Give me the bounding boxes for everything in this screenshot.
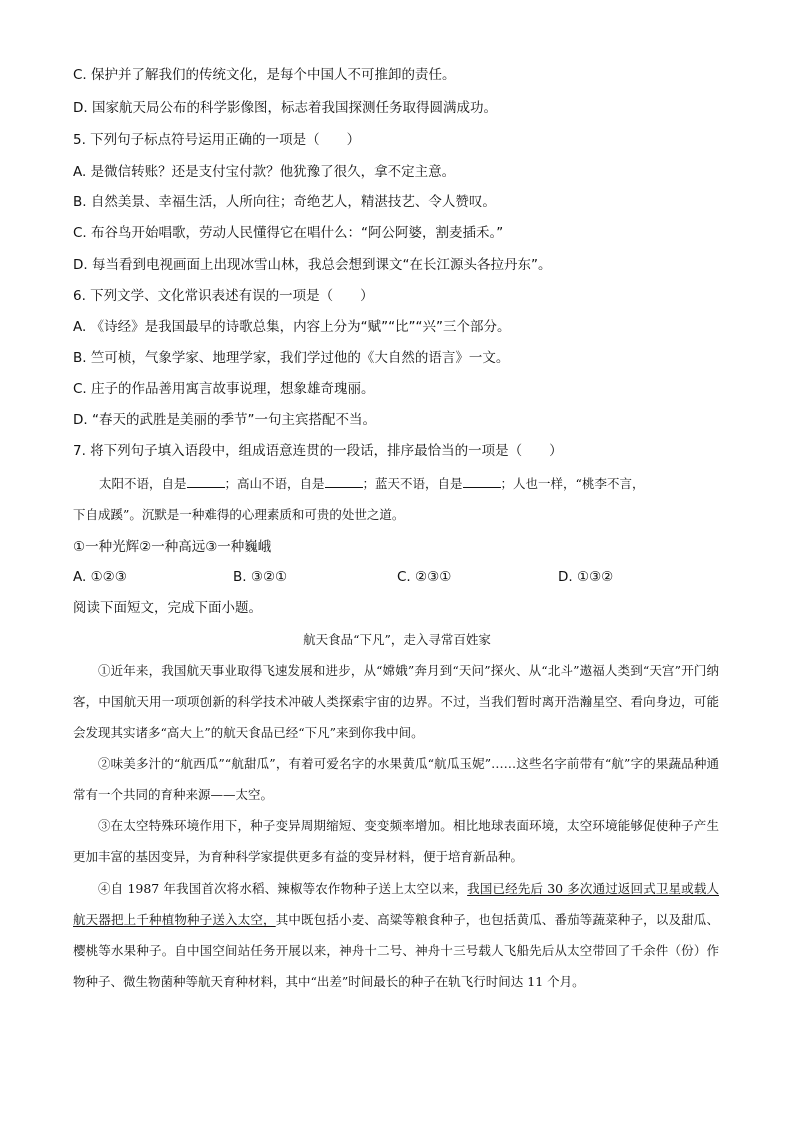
q7-option-a: A. ①②③ xyxy=(73,569,127,585)
fill-blank xyxy=(187,475,225,488)
passage-title: 航天食品“下凡”，走入寻常百姓家 xyxy=(303,632,491,647)
paragraph-4-part: 其中既包括小麦、高粱等粮食种子，也包括黄瓜、番茄等蔬菜种子，以及甜瓜、樱桃等水果种子。自中国空间站任务开展以来，神舟十二号、神舟十三号载人飞船先后从太空带回了千余件（份）作物种子、微生物菌种等航天育种材料，其中“出差”时间最长的种子在轨飞行时间达 11 个月。 xyxy=(73,912,719,989)
q5-option-c: C. 布谷鸟开始唱歌，劳动人民懂得它在唱什么：“阿公阿婆，割麦插禾。” xyxy=(73,225,504,241)
q6-stem: 6. 下列文学、文化常识表述有误的一项是（ ） xyxy=(73,288,374,304)
q5-option-a: A. 是微信转账？还是支付宝付款？他犹豫了很久，拿不定主意。 xyxy=(73,164,456,180)
q6-option-c: C. 庄子的作品善用寓言故事说理，想象雄奇瑰丽。 xyxy=(73,381,375,397)
q5-option-b: B. 自然美景、幸福生活，人所向往；奇绝艺人，精湛技艺、令人赞叹。 xyxy=(73,194,496,210)
q4-option-d: D. 国家航天局公布的科学影像图，标志着我国探测任务取得圆满成功。 xyxy=(73,100,497,116)
q7-passage-line-2: 下自成蹊”。沉默是一种难得的心理素质和可贵的处世之道。 xyxy=(73,507,405,522)
q5-stem: 5. 下列句子标点符号运用正确的一项是（ ） xyxy=(73,132,361,148)
q7-passage-part: ；蓝天不语，自是 xyxy=(362,476,463,491)
passage-paragraph-4 xyxy=(73,873,719,997)
q6-option-d: D. “春天的武胜是美丽的季节”一句主宾搭配不当。 xyxy=(73,412,376,428)
q5-option-d: D. 每当看到电视画面上出现冰雪山林，我总会想到课文“在长江源头各拉丹东”。 xyxy=(73,257,552,273)
q7-passage-line-1 xyxy=(99,474,734,494)
q7-stem: 7. 将下列句子填入语段中，组成语意连贯的一段话，排序最恰当的一项是（ ） xyxy=(73,443,563,459)
q6-option-a: A. 《诗经》是我国最早的诗歌总集，内容上分为“赋”“比”“兴”三个部分。 xyxy=(73,319,511,335)
paragraph-4-part: ④自 1987 年我国首次将水稻、辣椒等农作物种子送上太空以来， xyxy=(98,881,468,896)
q7-items: ①一种光辉②一种高远③一种巍峨 xyxy=(73,539,272,555)
q7-option-d: D. ①③② xyxy=(558,569,614,585)
q4-option-c: C. 保护并了解我们的传统文化，是每个中国人不可推卸的责任。 xyxy=(73,67,456,83)
reading-instruction: 阅读下面短文，完成下面小题。 xyxy=(73,600,262,616)
q7-option-c: C. ②③① xyxy=(397,569,452,585)
q7-passage-part: ；高山不语，自是 xyxy=(224,476,325,491)
underlined-sentence: 我国已经先后 30 多次通过返回式卫星或载人航天器把上千种植物种子送入太空， xyxy=(73,881,719,927)
q6-option-b: B. 竺可桢，气象学家、地理学家，我们学过他的《大自然的语言》一文。 xyxy=(73,350,510,366)
q7-passage-part: 太阳不语，自是 xyxy=(99,476,187,491)
fill-blank xyxy=(325,475,363,488)
fill-blank xyxy=(463,475,501,488)
q7-passage-part: ；人也一样，“桃李不言， xyxy=(500,476,645,491)
q7-option-b: B. ③②① xyxy=(233,569,288,585)
passage-paragraph-2: ②味美多汁的“航西瓜”“航甜瓜”，有着可爱名字的水果黄瓜“航瓜玉妮”……这些名字前带有“航”字的果蔬品种通常有一个共同的育种来源——太空。 xyxy=(73,756,719,802)
passage-paragraph-3: ③在太空特殊环境作用下，种子变异周期缩短、变变频率增加。相比地球表面环境，太空环境能够促使种子产生更加丰富的基因变异，为育种科学家提供更多有益的变异材料，便于培育新品种。 xyxy=(73,818,719,864)
passage-paragraph-1: ①近年来，我国航天事业取得飞速发展和进步，从“嫦娥”奔月到“天问”探火、从“北斗”遨福人类到“天宫”开门纳客，中国航天用一项项创新的科学技术冲破人类探索宇宙的边界。不过，当我们暂时离开浩瀚星空、看向身边，可能会发现其实诸多“高大上”的航天食品已经“下凡”来到你我中间。 xyxy=(73,663,719,740)
